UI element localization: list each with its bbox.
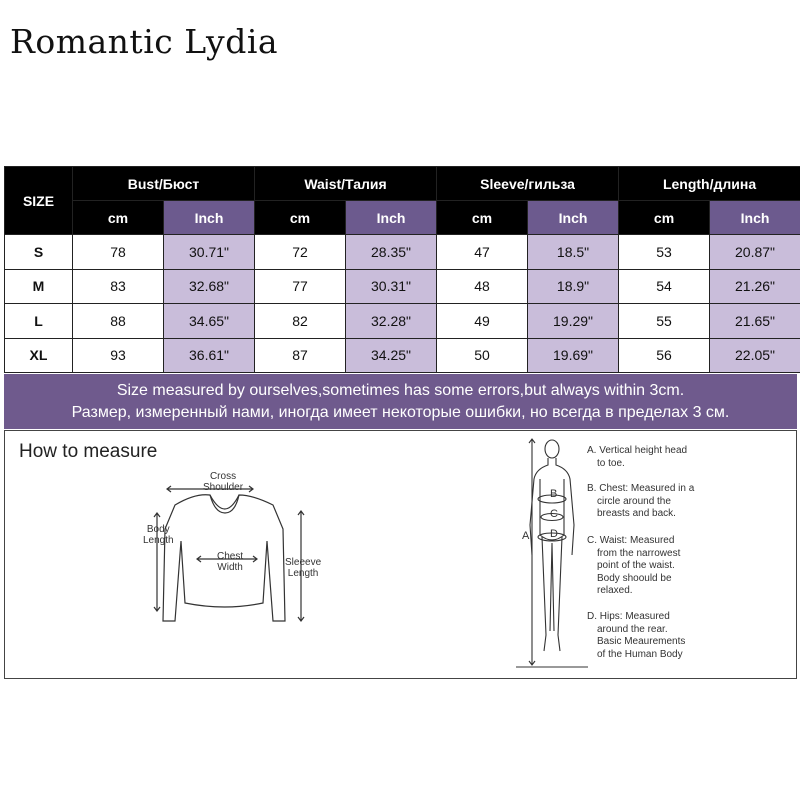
size-column-header: SIZE [5, 167, 73, 235]
unit-inch: Inch [528, 201, 619, 235]
table-row [5, 269, 800, 304]
waist-inch-cell: 30.31" [346, 269, 437, 304]
waist-header: Waist/Талия [255, 167, 437, 201]
note-c: C. Waist: Measured from the narrowest point of the waist. Body shoould be relaxed. [587, 535, 681, 596]
length-cm-cell: 56 [619, 338, 710, 373]
length-inch-cell: 21.65" [710, 304, 800, 339]
unit-inch: Inch [164, 201, 255, 235]
unit-inch: Inch [710, 201, 800, 235]
measurement-note [4, 374, 797, 429]
waist-inch-cell: 32.28" [346, 304, 437, 339]
length-cm-cell: 54 [619, 269, 710, 304]
unit-cm: cm [437, 201, 528, 235]
bust-cm-cell: 83 [73, 269, 164, 304]
waist-inch-cell: 34.25" [346, 338, 437, 373]
sleeve-length-label: Sleeeve Length [285, 557, 322, 579]
waist-cm-cell: 82 [255, 304, 346, 339]
sleeve-header: Sleeve/гильза [437, 167, 619, 201]
bust-header: Bust/Бюст [73, 167, 255, 201]
unit-header-row [5, 201, 800, 235]
sleeve-cm-cell: 48 [437, 269, 528, 304]
bust-inch-cell: 32.68" [164, 269, 255, 304]
sleeve-cm-cell: 47 [437, 235, 528, 270]
size-cell: XL [5, 338, 73, 373]
bust-inch-cell: 34.65" [164, 304, 255, 339]
body-figure [510, 435, 590, 675]
sleeve-inch-cell: 19.29" [528, 304, 619, 339]
letter-d: D [550, 528, 558, 540]
chest-width-label: Chest Width [217, 551, 244, 573]
sleeve-inch-cell: 18.9" [528, 269, 619, 304]
length-inch-cell: 22.05" [710, 338, 800, 373]
note-a: A. Vertical height head to toe. [587, 445, 688, 469]
size-cell: M [5, 269, 73, 304]
waist-cm-cell: 72 [255, 235, 346, 270]
letter-a: A [522, 530, 530, 542]
note-russian: Размер, измеренный нами, иногда имеет некоторые ошибки, но всегда в пределах 3 см. [71, 404, 730, 421]
unit-inch: Inch [346, 201, 437, 235]
bust-cm-cell: 78 [73, 235, 164, 270]
unit-cm: cm [73, 201, 164, 235]
bust-inch-cell: 30.71" [164, 235, 255, 270]
length-header: Length/длина [619, 167, 800, 201]
table-row [5, 304, 800, 339]
note-d: D. Hips: Measured around the rear. Basic Meaurements of the Human Body [587, 611, 686, 660]
body-length-label: Body Length [143, 524, 174, 546]
waist-cm-cell: 87 [255, 338, 346, 373]
cross-shoulder-label: Cross Shoulder [203, 471, 244, 493]
table-row [5, 338, 800, 373]
letter-c: C [550, 508, 558, 520]
bust-cm-cell: 93 [73, 338, 164, 373]
letter-b: B [550, 488, 558, 500]
unit-cm: cm [255, 201, 346, 235]
size-chart-table [4, 166, 800, 373]
size-cell: L [5, 304, 73, 339]
table-row [5, 235, 800, 270]
length-inch-cell: 20.87" [710, 235, 800, 270]
bust-cm-cell: 88 [73, 304, 164, 339]
sleeve-cm-cell: 49 [437, 304, 528, 339]
note-english: Size measured by ourselves,sometimes has some errors,but always within 3cm. [116, 382, 685, 399]
table-header-row [5, 167, 800, 201]
sleeve-cm-cell: 50 [437, 338, 528, 373]
note-b: B. Chest: Measured in a circle around the breasts and back. [587, 483, 695, 519]
waist-inch-cell: 28.35" [346, 235, 437, 270]
length-inch-cell: 21.26" [710, 269, 800, 304]
length-cm-cell: 53 [619, 235, 710, 270]
bust-inch-cell: 36.61" [164, 338, 255, 373]
sleeve-inch-cell: 19.69" [528, 338, 619, 373]
waist-cm-cell: 77 [255, 269, 346, 304]
unit-cm: cm [619, 201, 710, 235]
how-to-measure-panel [4, 430, 797, 679]
how-to-measure-title: How to measure [19, 441, 158, 462]
length-cm-cell: 55 [619, 304, 710, 339]
brand-logo: Romantic Lydia [10, 22, 279, 61]
sleeve-inch-cell: 18.5" [528, 235, 619, 270]
size-cell: S [5, 235, 73, 270]
